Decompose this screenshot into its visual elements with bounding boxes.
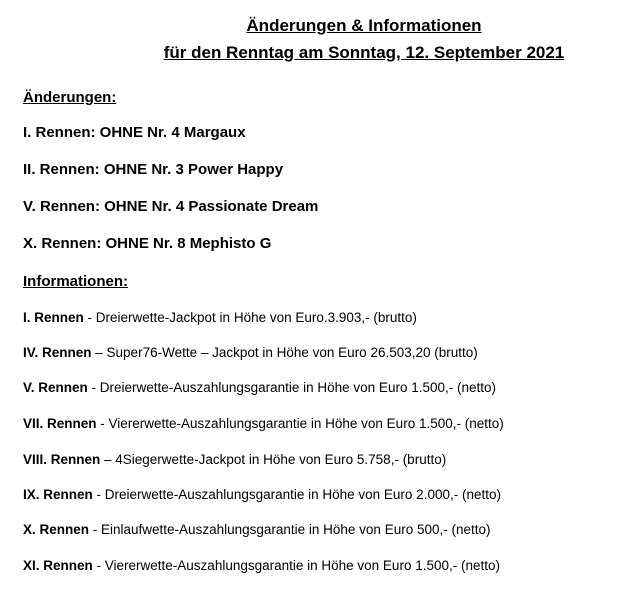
info-text: - Viererwette-Auszahlungsgarantie in Höhe von Euro 1.500,- (netto) <box>96 416 504 431</box>
info-item <box>23 558 500 574</box>
info-race: V. Rennen <box>23 380 88 395</box>
info-text: – Super76-Wette – Jackpot in Höhe von Euro 26.503,20 (brutto) <box>91 345 478 360</box>
info-item <box>23 522 491 538</box>
change-item: X. Rennen: OHNE Nr. 8 Mephisto G <box>23 235 272 252</box>
informations-heading: Informationen: <box>23 273 128 290</box>
info-race: VIII. Rennen <box>23 452 101 467</box>
info-item <box>23 380 496 396</box>
page-title <box>0 16 620 36</box>
info-item <box>23 345 478 361</box>
page-title-line-1: Änderungen & Informationen <box>246 16 482 35</box>
info-text: - Dreierwette-Auszahlungsgarantie in Höhe von Euro 2.000,- (netto) <box>92 487 501 502</box>
info-race: X. Rennen <box>23 522 90 537</box>
info-item <box>23 416 504 432</box>
info-race: I. Rennen <box>23 310 84 325</box>
page-subtitle <box>0 43 620 63</box>
info-race: VII. Rennen <box>23 416 97 431</box>
info-item <box>23 487 501 503</box>
change-item: I. Rennen: OHNE Nr. 4 Margaux <box>23 124 246 141</box>
info-text: - Einlaufwette-Auszahlungsgarantie in Höhe von Euro 500,- (netto) <box>89 522 491 537</box>
info-race: IX. Rennen <box>23 487 93 502</box>
info-text: – 4Siegerwette-Jackpot in Höhe von Euro 5.758,- (brutto) <box>100 452 447 467</box>
info-text: - Dreierwette-Jackpot in Höhe von Euro.3.903,- (brutto) <box>83 310 417 325</box>
change-item: II. Rennen: OHNE Nr. 3 Power Happy <box>23 161 284 178</box>
info-item <box>23 310 417 326</box>
info-item <box>23 452 446 468</box>
info-race: IV. Rennen <box>23 345 92 360</box>
changes-heading: Änderungen: <box>23 89 117 106</box>
info-text: - Dreierwette-Auszahlungsgarantie in Höhe von Euro 1.500,- (netto) <box>87 380 496 395</box>
info-text: - Viererwette-Auszahlungsgarantie in Höhe von Euro 1.500,- (netto) <box>92 558 500 573</box>
change-item: V. Rennen: OHNE Nr. 4 Passionate Dream <box>23 198 319 215</box>
info-race: XI. Rennen <box>23 558 93 573</box>
page-title-line-2: für den Renntag am Sonntag, 12. September 2021 <box>163 43 565 62</box>
